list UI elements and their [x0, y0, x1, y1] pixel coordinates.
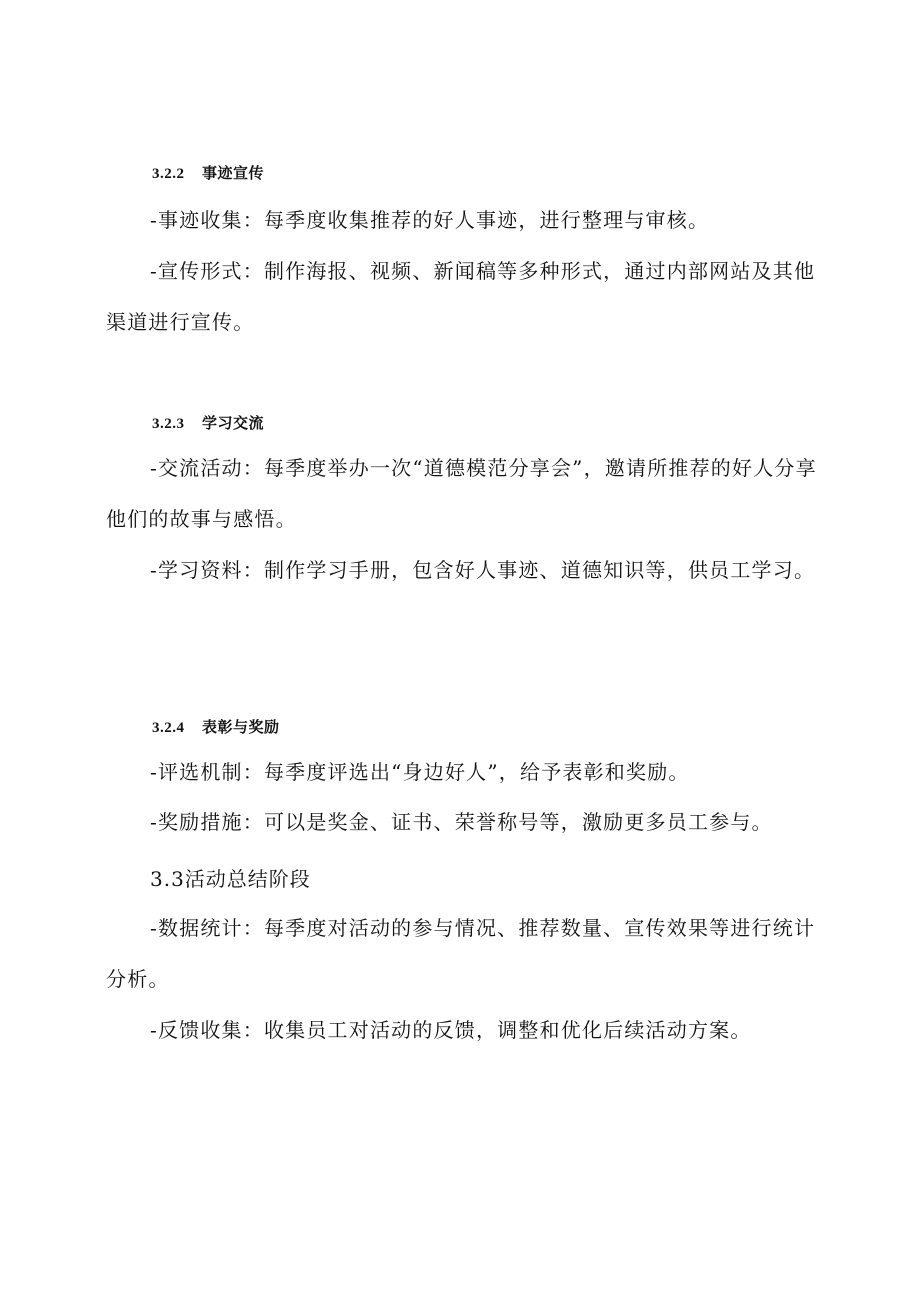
section-title: 事迹宣传 — [202, 164, 265, 182]
section-number: 3.2.3 — [152, 416, 185, 432]
paragraph-exchange-activity: -交流活动：每季度举办一次“道德模范分享会”，邀请所推荐的好人分享他们的故事与感悟。 — [106, 456, 817, 531]
paragraph-selection-mechanism: -评选机制：每季度评选出“身边好人”，给予表彰和奖励。 — [150, 760, 690, 784]
paragraph-feedback-collection: -反馈收集：收集员工对活动的反馈，调整和优化后续活动方案。 — [150, 1018, 752, 1042]
paragraph-story-collection: -事迹收集：每季度收集推荐的好人事迹，进行整理与审核。 — [150, 208, 710, 232]
paragraph-publicity-form: -宣传形式：制作海报、视频、新闻稿等多种形式，通过内部网站及其他渠道进行宣传。 — [106, 259, 816, 334]
section-heading-3-2-2 — [152, 162, 264, 183]
section-heading-3-2-3 — [152, 412, 264, 433]
section-number: 3.2.2 — [152, 166, 185, 182]
section-heading-3-3: 3.3活动总结阶段 — [150, 867, 311, 891]
section-title: 学习交流 — [202, 414, 265, 432]
paragraph-data-statistics: -数据统计：每季度对活动的参与情况、推荐数量、宣传效果等进行统计分析。 — [106, 916, 816, 991]
section-number: 3.2.4 — [152, 720, 185, 736]
section-heading-3-2-4 — [152, 716, 280, 737]
paragraph-reward-measures: -奖励措施：可以是奖金、证书、荣誉称号等，激励更多员工参与。 — [150, 810, 773, 834]
section-title: 表彰与奖励 — [202, 718, 280, 736]
paragraph-study-materials: -学习资料：制作学习手册，包含好人事迹、道德知识等，供员工学习。 — [150, 558, 816, 582]
